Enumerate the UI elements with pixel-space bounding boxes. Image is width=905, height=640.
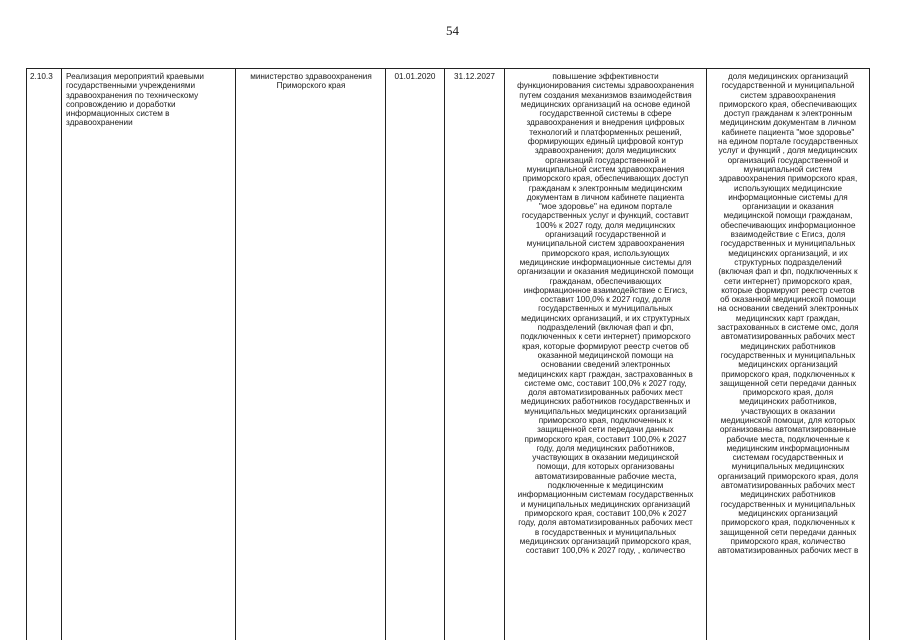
indicators-cell: доля медицинских организаций государственной и муниципальной систем здравоохранения приморского края, обеспечивающих доступ гражданам к электронным медицинским документам в личном кабинете пациента "мое здоровье" на едином портале государственных услуг и функций , доля медицинских организаций государственной и муниципальной систем здравоохранения приморского края, использующих медицинские информационные системы для организации и оказания медицинской помощи гражданам, обеспечивающих информационное взаимодействие с Егисз, доля государственных и муниципальных медицинских организаций, и их структурных подразделений (включая фап и фп, подключенных к сети интернет) приморского края, которые формируют реестр счетов об оказанной медицинской помощи на основании сведений электронных медицинских карт граждан, застрахованных в системе омс, доля автоматизированных рабочих мест медицинских работников государственных и муниципальных медицинских организаций приморского края, подключенных к защищенной сети передачи данных приморского края, доля медицинских работников, участвующих в оказании медицинской помощи, для которых организованы автоматизированные рабочие места, подключенные к медицинским информационным системам государственных и муниципальных медицинских организаций приморского края, доля автоматизированных рабочих мест медицинских работников государственных и муниципальных медицинских организаций приморского края, подключенных к защищенной сети передачи данных приморского края, количество автоматизированных рабочих мест в (717, 72, 859, 556)
column-divider (869, 69, 870, 640)
activity-name-cell: Реализация мероприятий краевыми государственными учреждениями здравоохранения по техническому сопровождению и доработки информационных систем в здравоохранении (66, 72, 204, 128)
column-divider (235, 69, 236, 640)
column-divider (385, 69, 386, 640)
end-date-cell: 31.12.2027 (454, 72, 495, 81)
start-date-cell: 01.01.2020 (394, 72, 436, 81)
column-divider (26, 69, 27, 640)
executor-cell: министерство здравоохранения Приморского края (250, 72, 372, 91)
column-divider (706, 69, 707, 640)
program-table (26, 68, 870, 640)
column-divider (504, 69, 505, 640)
row-number-cell: 2.10.3 (30, 72, 53, 81)
expected-result-cell: повышение эффективности функционирования системы здравоохранения путем создания механизмов взаимодействия медицинских организаций на основе единой государственной системы в сфере здравоохранения и внедрения цифровых технологий и платформенных решений, формирующих единый цифровой контур здравоохранения; доля медицинских организаций государственной и муниципальной систем здравоохранения приморского края, обеспечивающих доступ гражданам к электронным медицинским документам в личном кабинете пациента "мое здоровье" на едином портале государственных услуг и функций, составит 100% к 2027 году, доля медицинских организаций государственной и муниципальной систем здравоохранения приморского края, использующих медицинские информационные системы для организации и оказания медицинской помощи гражданам, обеспечивающих информационное взаимодействие с Егисз, составит 100,0% к 2027 году, доля государственных и муниципальных медицинских организаций, и их структурных подразделений (включая фап и фп, подключенных к сети интернет) приморского края, которые формируют реестр счетов об оказанной медицинской помощи на основании сведений электронных медицинских карт граждан, застрахованных в системе омс, составит 100,0% к 2027 году, доля автоматизированных рабочих мест медицинских работников государственных и муниципальных медицинских организаций приморского края, подключенных к защищенной сети передачи данных приморского края, составит 100,0% к 2027 году, доля медицинских работников, участвующих в оказании медицинской помощи, для которых организованы автоматизированные рабочие места, подключенные к медицинским информационным системам государственных и муниципальных медицинских организаций приморского края, составит 100,0% к 2027 году, доля автоматизированных рабочих мест в государственных и муниципальных медицинских организаций приморского края, составит 100,0% к 2027 году, , количество (517, 72, 694, 556)
column-divider (444, 69, 445, 640)
page-number: 54 (446, 23, 459, 38)
column-divider (61, 69, 62, 640)
